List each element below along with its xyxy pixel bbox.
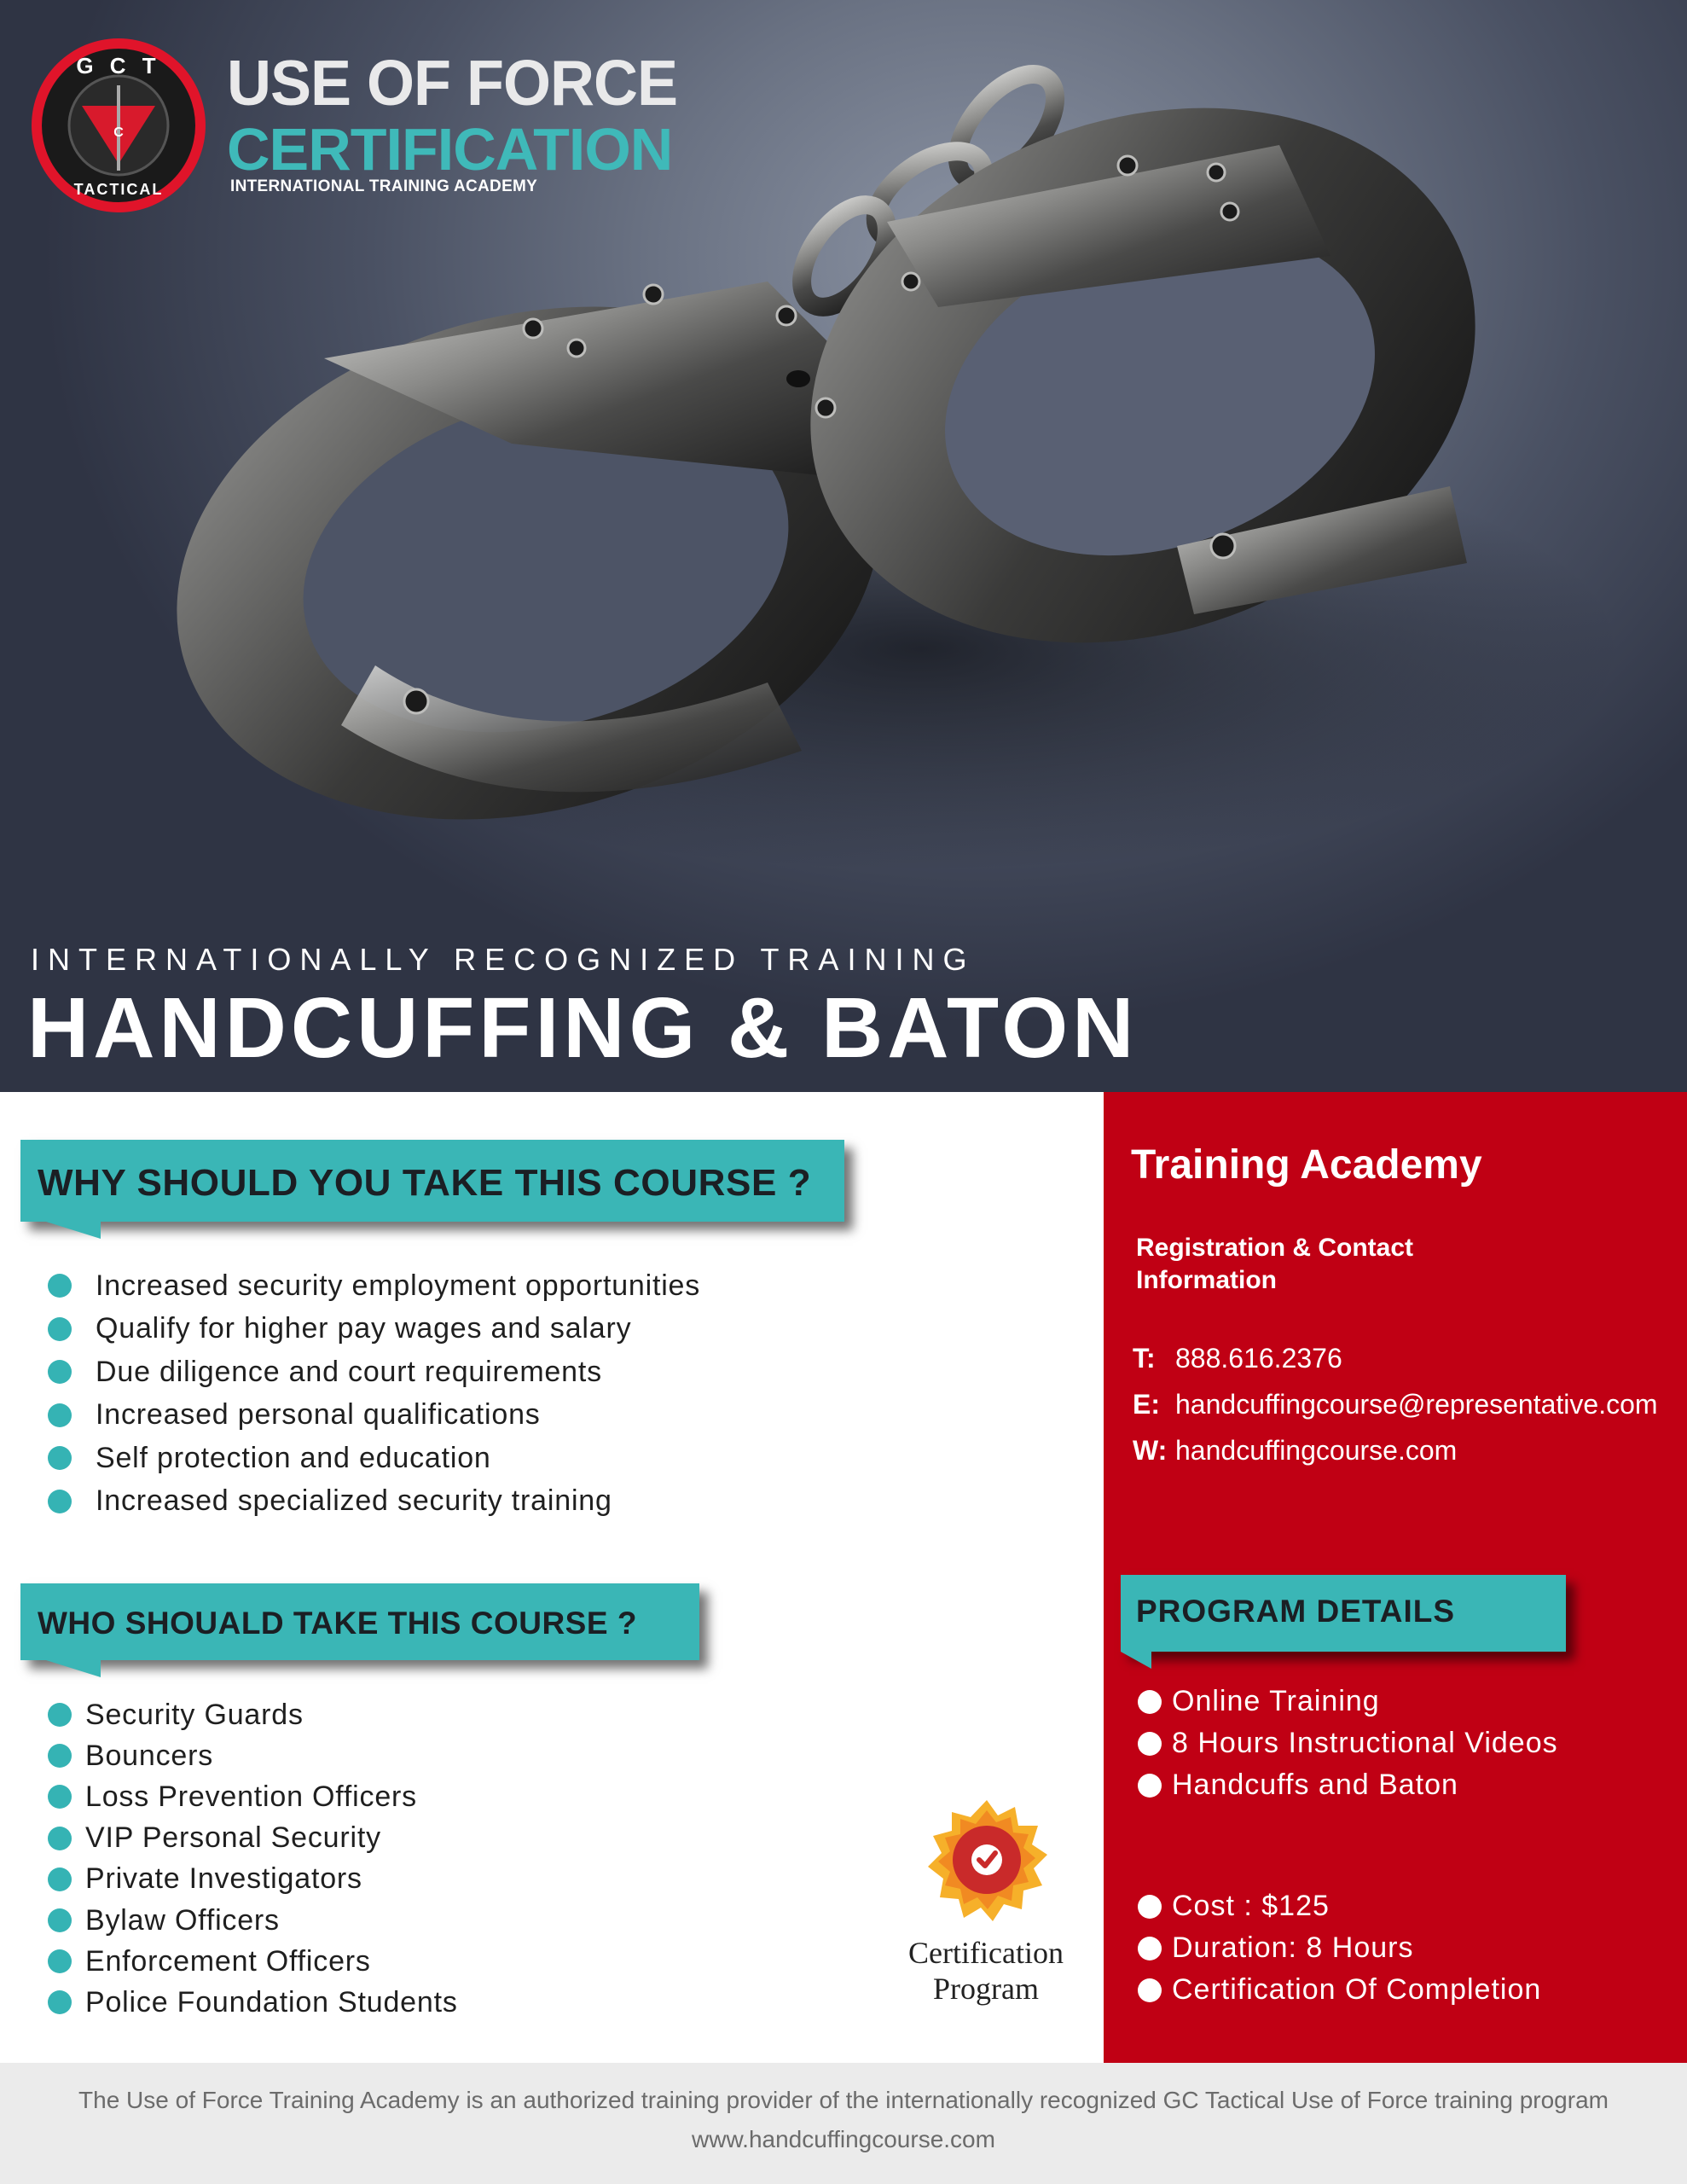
who-course-list (48, 1694, 458, 2024)
contact-website-key: W: (1133, 1435, 1168, 1466)
list-item (48, 1776, 458, 1817)
logo-badge-top-text: G C T (76, 53, 161, 78)
list-item-text: Self protection and education (96, 1441, 491, 1474)
list-item (48, 1480, 700, 1524)
bullet-dot-icon (48, 1360, 72, 1384)
list-item-text: Private Investigators (85, 1862, 362, 1896)
contact-website[interactable] (1133, 1435, 1457, 1467)
list-item-text: Police Foundation Students (85, 1985, 458, 2018)
bullet-dot-icon (48, 1827, 72, 1850)
list-item-text: Security Guards (85, 1698, 304, 1731)
list-item-text: VIP Personal Security (85, 1821, 381, 1855)
bullet-dot-icon (48, 1990, 72, 2014)
bullet-dot-icon (48, 1446, 72, 1470)
footer (0, 2063, 1687, 2184)
list-item (48, 1900, 458, 1941)
contact-side-panel (1104, 1092, 1687, 2063)
list-item (48, 1941, 458, 1982)
logo-subtitle: INTERNATIONAL TRAINING ACADEMY (230, 177, 538, 195)
list-item (1138, 1969, 1541, 2011)
list-item-text: Qualify for higher pay wages and salary (96, 1312, 632, 1345)
bullet-dot-icon (1138, 1732, 1162, 1756)
list-item (1138, 1764, 1558, 1806)
bullet-dot-icon (1138, 1774, 1162, 1798)
list-item (48, 1264, 700, 1308)
bullet-dot-icon (1138, 1690, 1162, 1714)
list-item-text: Increased specialized security training (96, 1484, 612, 1518)
program-details-heading: PROGRAM DETAILS (1136, 1594, 1456, 1629)
bullet-dot-icon (48, 1490, 72, 1513)
certification-caption (887, 1935, 1085, 2007)
bullet-dot-icon (48, 1908, 72, 1932)
list-item-text: Bylaw Officers (85, 1903, 280, 1937)
gct-tactical-logo-icon (29, 36, 208, 215)
why-course-heading: WHY SHOULD YOU TAKE THIS COURSE ? (38, 1162, 812, 1204)
contact-phone-key: T: (1133, 1343, 1156, 1374)
list-item (1138, 1722, 1558, 1764)
registration-heading: Registration & Contact Information (1136, 1234, 1414, 1294)
bullet-dot-icon (1138, 1978, 1162, 2002)
list-item (48, 1818, 458, 1859)
footer-disclaimer: The Use of Force Training Academy is an authorized training provider of the internationally recognized GC Tactical Use of Force training program (78, 2087, 1609, 2113)
list-item-text: Bouncers (85, 1739, 214, 1772)
contact-email[interactable] (1133, 1389, 1658, 1420)
logo-title-line-2: CERTIFICATION (227, 116, 673, 183)
list-item (48, 1308, 700, 1351)
contact-email-key: E: (1133, 1389, 1160, 1420)
list-item-text: Certification Of Completion (1172, 1973, 1542, 2006)
list-item (48, 1350, 700, 1394)
list-item-text: Enforcement Officers (85, 1944, 371, 1978)
certificate-badge-icon (923, 1798, 1051, 1926)
bullet-dot-icon (48, 1317, 72, 1341)
program-details-list (1138, 1681, 1558, 1806)
list-item (48, 1694, 458, 1735)
list-item-text: Due diligence and court requirements (96, 1355, 602, 1388)
list-item (48, 1394, 700, 1438)
list-item (48, 1982, 458, 2023)
contact-phone-value: 888.616.2376 (1175, 1343, 1342, 1374)
list-item (1138, 1681, 1558, 1722)
hero-kicker: INTERNATIONALLY RECOGNIZED TRAINING (31, 942, 976, 977)
bullet-dot-icon (48, 1744, 72, 1768)
bullet-dot-icon (48, 1785, 72, 1809)
side-panel-title: Training Academy (1131, 1142, 1482, 1188)
bullet-dot-icon (1138, 1937, 1162, 1960)
list-item-text: Duration: 8 Hours (1172, 1931, 1414, 1964)
list-item-text: Handcuffs and Baton (1172, 1769, 1458, 1801)
logo-badge-center-text: C (113, 125, 124, 140)
bullet-dot-icon (48, 1867, 72, 1891)
contact-email-value: handcuffingcourse@representative.com (1175, 1389, 1658, 1420)
list-item-text: Increased personal qualifications (96, 1398, 541, 1432)
list-item-text: Increased security employment opportunities (96, 1269, 701, 1302)
why-course-list (48, 1264, 700, 1523)
who-course-heading: WHO SHOUALD TAKE THIS COURSE ? (38, 1606, 637, 1641)
list-item (1138, 1885, 1541, 1927)
bullet-dot-icon (48, 1403, 72, 1427)
list-item (48, 1859, 458, 1900)
list-item-text: 8 Hours Instructional Videos (1172, 1727, 1558, 1759)
contact-phone[interactable] (1133, 1343, 1342, 1374)
contact-website-value: handcuffingcourse.com (1175, 1435, 1458, 1466)
logo-title-line-1: USE OF FORCE (227, 48, 678, 119)
program-facts-list (1138, 1885, 1541, 2011)
certification-caption-line-1: Certification (908, 1936, 1064, 1970)
bullet-dot-icon (48, 1949, 72, 1973)
hero-title: HANDCUFFING & BATON (27, 980, 1139, 1076)
footer-website-link[interactable]: www.handcuffingcourse.com (692, 2126, 995, 2152)
list-item (1138, 1927, 1541, 1969)
certification-caption-line-2: Program (933, 1972, 1039, 2006)
bullet-dot-icon (48, 1274, 72, 1298)
list-item-text: Loss Prevention Officers (85, 1780, 417, 1813)
list-item (48, 1735, 458, 1776)
list-item (48, 1437, 700, 1480)
list-item-text: Cost : $125 (1172, 1890, 1330, 1922)
logo-badge-bottom-text: TACTICAL (73, 181, 164, 198)
bullet-dot-icon (48, 1703, 72, 1727)
bullet-dot-icon (1138, 1895, 1162, 1919)
list-item-text: Online Training (1172, 1685, 1380, 1717)
